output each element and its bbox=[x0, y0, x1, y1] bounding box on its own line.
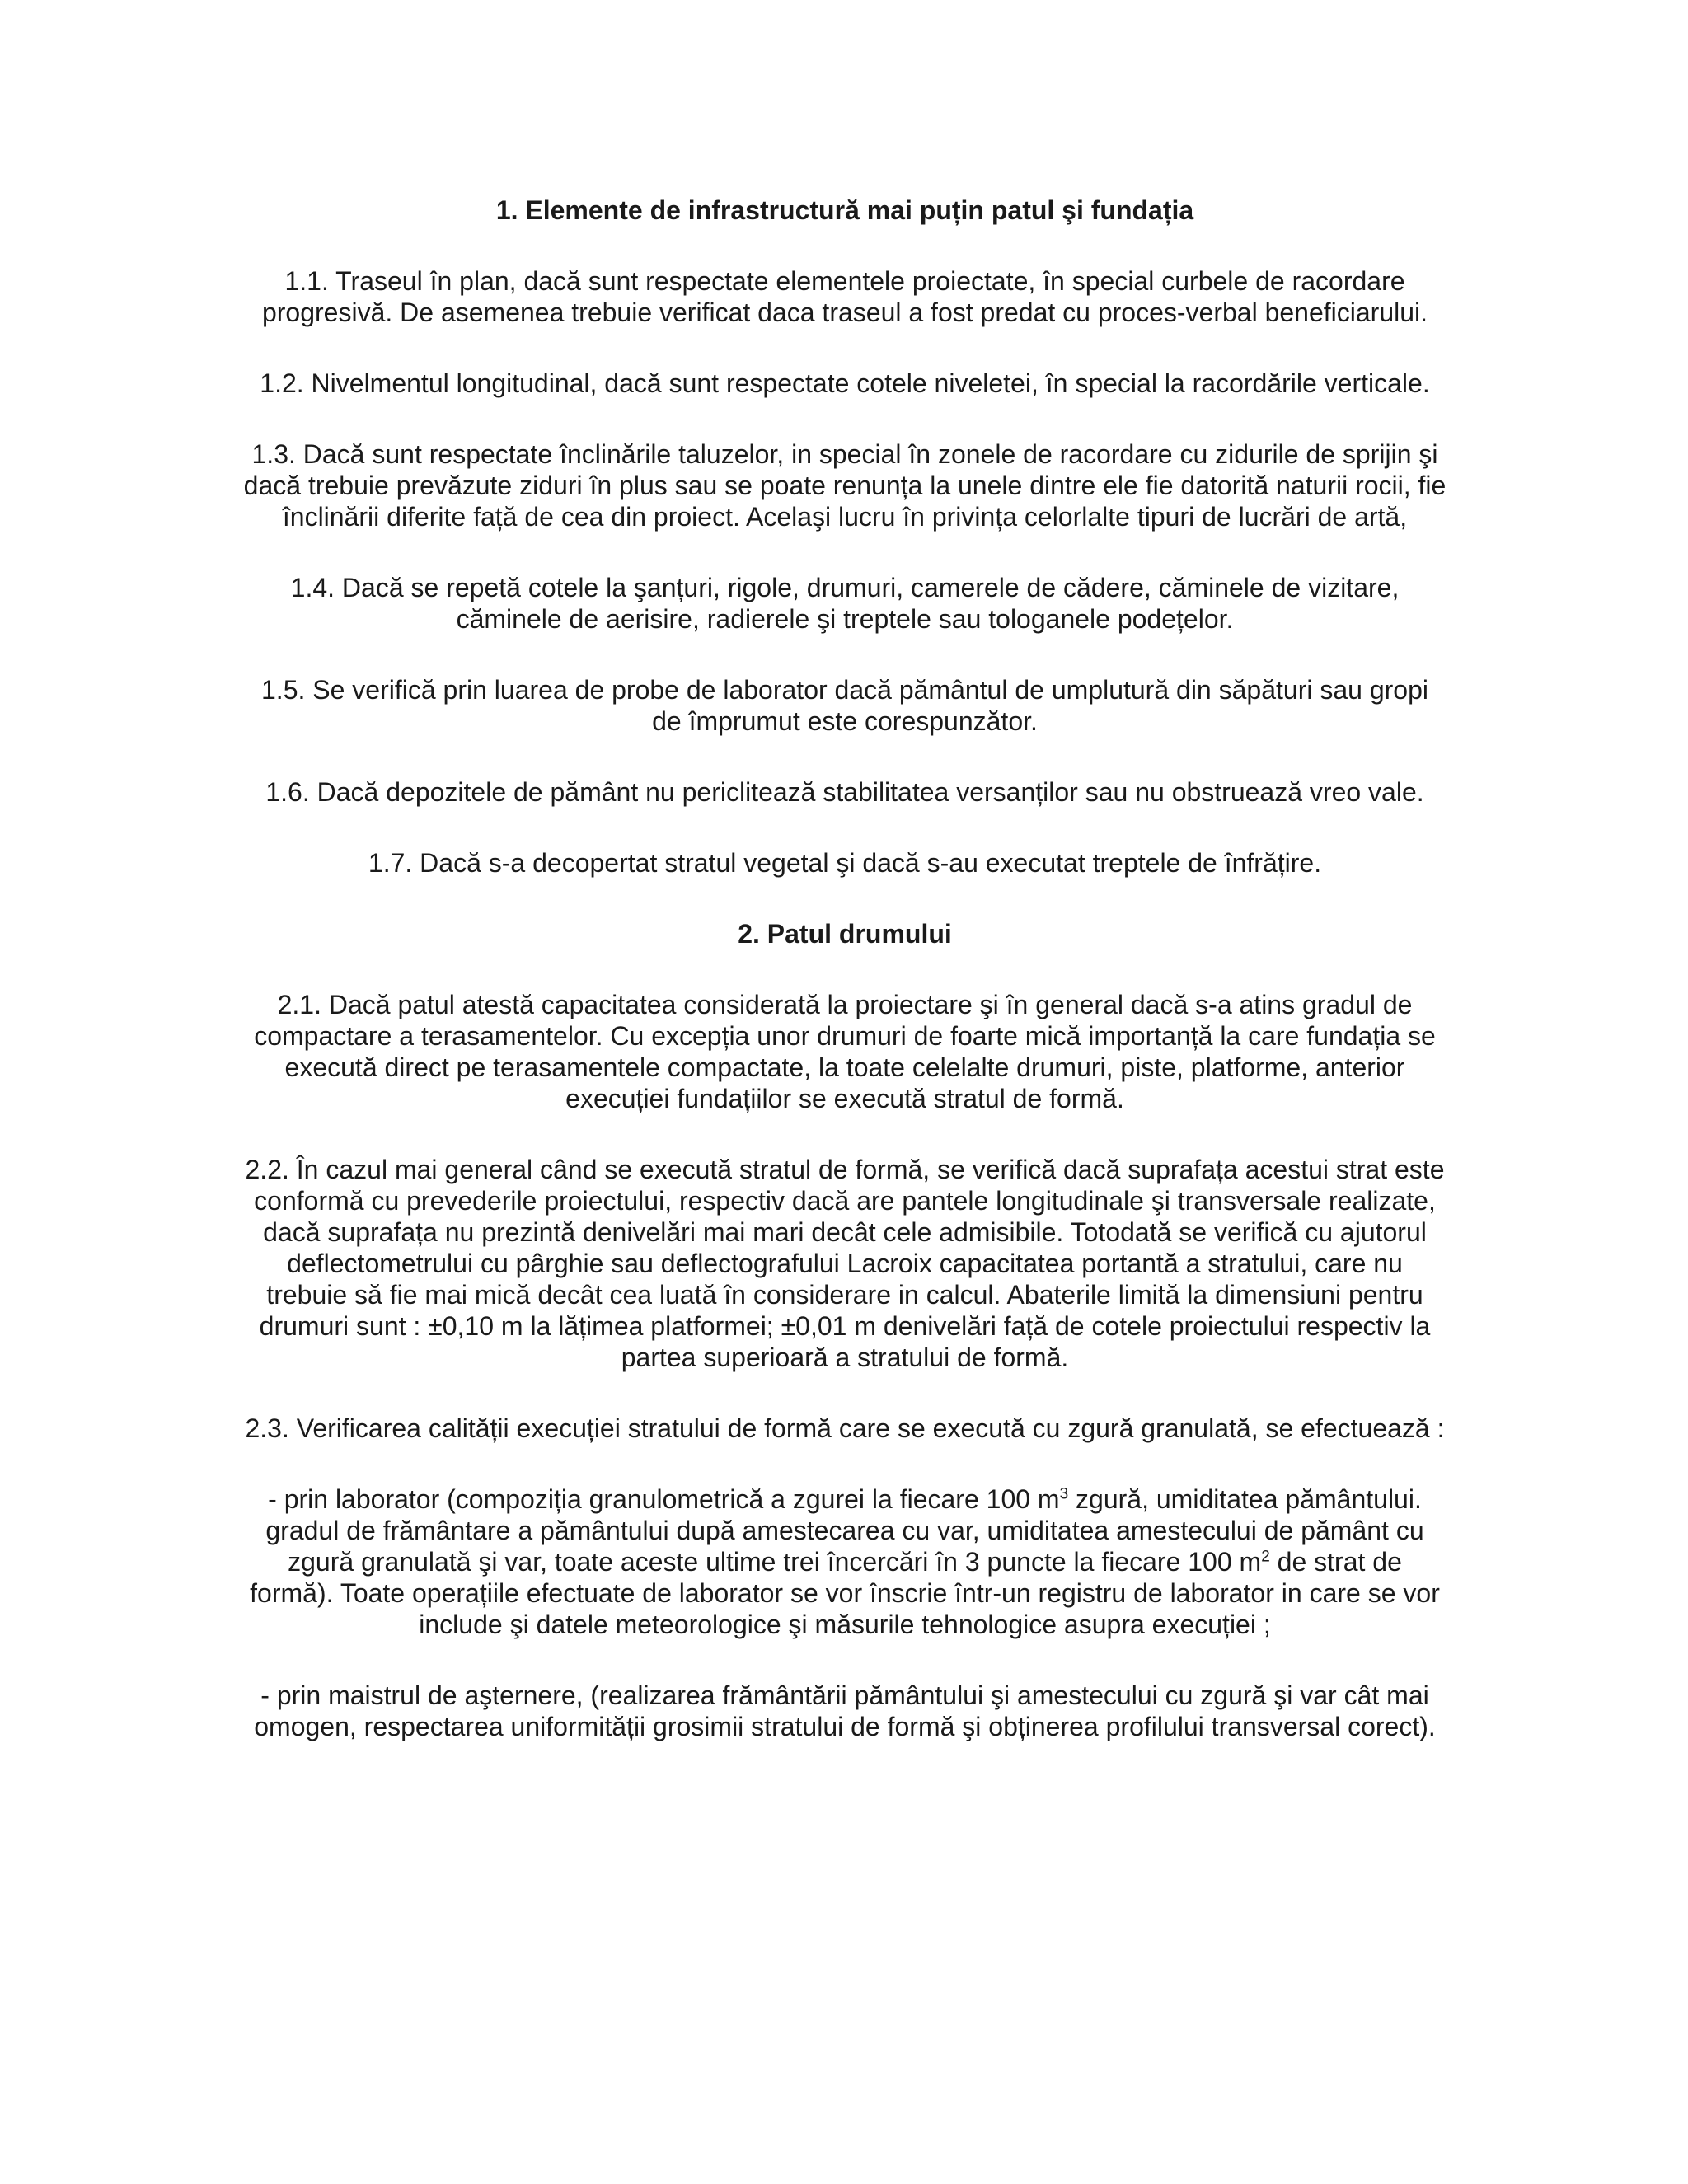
document-page bbox=[243, 194, 1447, 1742]
cubic-exponent: 3 bbox=[1059, 1485, 1069, 1503]
lab-text-part-2: zgură, umiditatea pământului. gradul de frământare a pământului după amestecarea cu var, umiditatea amestecului de pământ cu zgură granulată şi var, toate aceste ultime trei încercări în 3 puncte la fiecare 100 m bbox=[265, 1484, 1424, 1577]
section-1-heading: 1. Elemente de infrastructură mai puțin patul şi fundația bbox=[495, 195, 1194, 225]
lab-text-part-1: - prin laborator (compoziția granulometrică a zgurei la fiecare 100 m bbox=[268, 1484, 1060, 1514]
paragraph-2-1: 2.1. Dacă patul atestă capacitatea considerată la proiectare şi în general dacă s-a atins gradul de compactare a terasamentelor. Cu excepția unor drumuri de foarte mică importanță la care fundația se execută direct pe terasamentele compactate, la toate celelalte drumuri, piste, platforme, anterior execuției fundațiilor se execută stratul de formă. bbox=[254, 990, 1436, 1113]
paragraph-1-4: 1.4. Dacă se repetă cotele la şanțuri, rigole, drumuri, camerele de cădere, căminele de vizitare, căminele de aerisire, radierele şi treptele sau tologanele podețelor. bbox=[290, 573, 1400, 634]
paragraph-2-2: 2.2. În cazul mai general când se execută stratul de formă, se verifică dacă suprafața acestui strat este conformă cu prevederile proiectului, respectiv dacă are pantele longitudinale şi transversale realizate, dacă suprafața nu prezintă denivelări mai mari decât cele admisibile. Totodată se verifică cu ajutorul deflectometrului cu pârghie sau deflectografului Lacroix capacitatea portantă a stratului, care nu trebuie să fie mai mică decât cea luată în considerare in calcul. Abaterile limită la dimensiuni pentru drumuri sunt : ±0,10 m la lățimea platformei; ±0,01 m denivelări față de cotele proiectului respectiv la partea superioară a stratului de formă. bbox=[245, 1155, 1445, 1372]
paragraph-1-3: 1.3. Dacă sunt respectate înclinările taluzelor, in special în zonele de racordare cu zidurile de sprijin şi dacă trebuie prevăzute ziduri în plus sau se poate renunța la unele dintre ele fie datorită naturii rocii, fie înclinării diferite față de cea din proiect. Acelaşi lucru în privința celorlalte tipuri de lucrări de artă, bbox=[243, 439, 1447, 532]
paragraph-1-2: 1.2. Nivelmentul longitudinal, dacă sunt respectate cotele niveletei, în special la racordările verticale. bbox=[260, 368, 1430, 398]
square-exponent: 2 bbox=[1261, 1548, 1270, 1566]
paragraph-lab-checks bbox=[243, 1483, 1447, 1640]
section-2-heading: 2. Patul drumului bbox=[738, 919, 952, 949]
paragraph-1-5: 1.5. Se verifică prin luarea de probe de laborator dacă pământul de umplutură din săpături sau gropi de împrumut este corespunzător. bbox=[261, 675, 1428, 736]
paragraph-foreman-checks: - prin maistrul de aşternere, (realizarea frământării pământului şi amestecului cu zgură şi var cât mai omogen, respectarea uniformității grosimii stratului de formă şi obținerea profilului transversal corect). bbox=[254, 1680, 1436, 1741]
paragraph-1-1: 1.1. Traseul în plan, dacă sunt respectate elementele proiectate, în special curbele de racordare progresivă. De asemenea trebuie verificat daca traseul a fost predat cu proces-verbal beneficiarului. bbox=[261, 266, 1428, 327]
paragraph-2-3: 2.3. Verificarea calității execuției stratului de formă care se execută cu zgură granulată, se efectuează : bbox=[245, 1413, 1445, 1443]
paragraph-1-7: 1.7. Dacă s-a decopertat stratul vegetal şi dacă s-au executat treptele de înfrățire. bbox=[368, 848, 1322, 878]
lab-text-part-3: de strat de formă). Toate operațiile efectuate de laborator se vor înscrie într-un registru de laborator in care se vor include şi datele meteorologice şi măsurile tehnologice asupra execuției ; bbox=[250, 1547, 1440, 1639]
paragraph-1-6: 1.6. Dacă depozitele de pământ nu periclitează stabilitatea versanților sau nu obstruează vreo vale. bbox=[265, 777, 1424, 807]
